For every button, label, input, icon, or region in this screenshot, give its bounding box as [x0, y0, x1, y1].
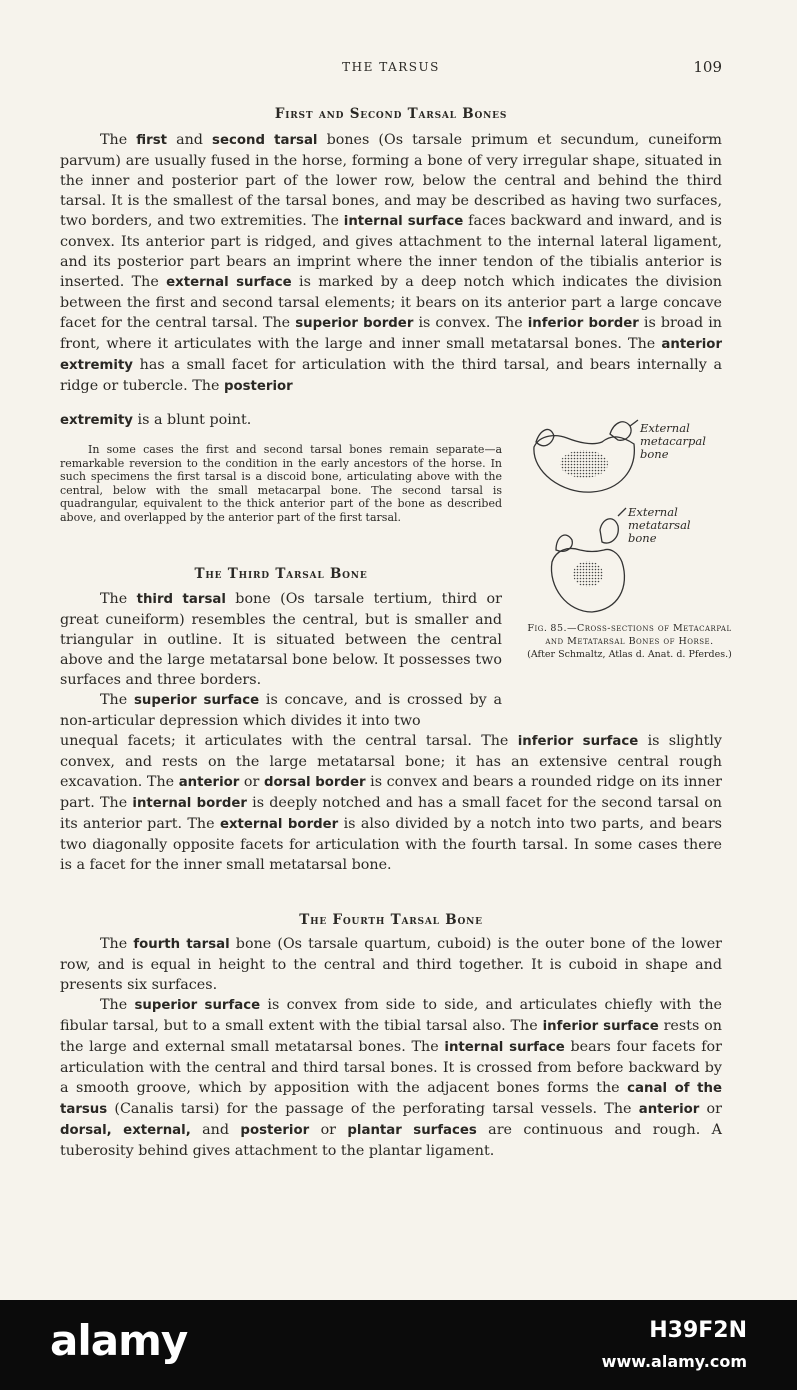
alamy-logo: alamy [50, 1316, 188, 1365]
page-number: 109 [693, 58, 722, 76]
label-external-metacarpal: External metacarpal bone [640, 421, 706, 461]
bold-term: fourth tarsal [133, 937, 230, 952]
section-fourth-tarsal [60, 912, 722, 928]
bold-term: anterior [178, 775, 240, 790]
bold-term: inferior surface [517, 734, 639, 749]
running-title: THE TARSUS [342, 60, 440, 74]
paragraph-text: The superior surface is concave, and is crossed by a non-articular depression which divides it into two [60, 692, 502, 729]
section-heading: First and Second Tarsal Bones [274, 106, 508, 122]
paragraph-text: The superior surface is convex from side to side, and articulates chiefly with the fibular tarsal, but to a small extent with the tibial tarsal also. The inferior surface rests on the large and external small metatarsal bones. The internal surface bears four facets for articulation with the central and third tarsal bones. It is crossed from before backward by a smooth groove, which by apposition with the adjacent bones forms the canal of the tarsus (Canalis tarsi) for the passage of the perforating tarsal vessels. The anterior or dorsal, external, and posterior or plantar surfaces are continuous and rough. A tuberosity behind gives attachment to the plantar ligament. [60, 997, 723, 1159]
bold-term: posterior [223, 379, 293, 394]
bold-term: superior surface [133, 693, 260, 708]
image-id: H39F2N [649, 1318, 747, 1343]
paragraph-text: The fourth tarsal bone (Os tarsale quartum, cuboid) is the outer bone of the lower row, and is equal in height to the central and third together. It is cuboid in shape and presents six surfaces. [60, 936, 723, 993]
site-url: www.alamy.com [601, 1352, 747, 1371]
paragraph-text: extremity is a blunt point. [60, 412, 252, 428]
bold-term: internal border [132, 796, 247, 811]
bold-term: dorsal border [263, 775, 366, 790]
bold-term: external surface [166, 275, 292, 290]
bold-term: dorsal, external, [60, 1123, 191, 1138]
bold-term: internal surface [444, 1040, 565, 1055]
paragraph-text: The first and second tarsal bones (Os tarsale primum et secundum, cuneiform parvum) are usually fused in the horse, forming a bone of very irregular shape, situated in the inner and posterior part of the lower row, below the central and behind the third tarsal. It is the smallest of the tarsal bones, and may be described as having two surfaces, two borders, and two extremities. The internal surface faces backward and inward, and is convex. Its anterior part is ridged, and gives attachment to the internal lateral ligament, and its posterior part bears an imprint where the inner tendon of the tibialis anterior is inserted. The external surface is marked by a deep notch which indicates the division between the first and second tarsal elements; it bears on its anterior part a large concave facet for the central tarsal. The superior border is convex. The inferior border is broad in front, where it articulates with the large and inner small metatarsal bones. The anterior extremity has a small facet for articulation with the third tarsal, and bears internally a ridge or tubercle. The posterior [60, 132, 723, 394]
bold-term: external border [219, 817, 339, 832]
bold-term: inferior border [527, 316, 639, 331]
bold-term: first [136, 133, 167, 148]
bold-term: posterior [240, 1123, 310, 1138]
bold-term: extremity [60, 413, 133, 428]
bold-term: internal surface [343, 214, 464, 229]
section-third-tarsal [60, 566, 502, 582]
footnote-block [60, 443, 502, 524]
bold-term: anterior extremity [60, 337, 722, 373]
paragraph-text: unequal facets; it articulates with the central tarsal. The inferior surface is slightly convex, and rests on the large metatarsal bone; it has an extensive central rough excavation. The anterior or dorsal border is convex and bears a rounded ridge on its inner part. The internal border is deeply notched and has a small facet for the second tarsal on its anterior part. The external border is also divided by a notch into two parts, and bears two diagonally opposite facets for articulation with the fourth tarsal. In some cases there is a facet for the inner small metatarsal bone. [60, 733, 723, 873]
bold-term: inferior surface [542, 1019, 659, 1034]
section-paragraph [60, 589, 502, 731]
section-paragraph [60, 130, 722, 397]
footnote-text: In some cases the first and second tarsal bones remain separate—a remarkable reversion to the condition in the early ancestors of the horse. In such specimens the first tarsal is a discoid bone, articulating above with the central, below with the small metacarpal bone. The second tarsal is quadrangular, equivalent to the thick anterior part of the bone as described above, and overlapped by the anterior part of the first tarsal. [60, 443, 502, 524]
paragraph-text: The third tarsal bone (Os tarsale tertium, third or great cuneiform) resembles the central, but is smaller and triangular in outline. It is situated between the central above and the large metatarsal bone below. It possesses two surfaces and three borders. [60, 591, 502, 688]
section-heading: The Fourth Tarsal Bone [299, 912, 483, 928]
label-external-metatarsal: External metatarsal bone [628, 505, 691, 545]
metatarsal-section [551, 508, 626, 612]
section-paragraph-continued [60, 731, 722, 875]
bold-term: second tarsal [212, 133, 318, 148]
bold-term: superior surface [134, 998, 261, 1013]
bold-term: anterior [638, 1102, 700, 1117]
section-first-second-tarsal [60, 106, 722, 122]
section-heading: The Third Tarsal Bone [194, 566, 368, 582]
watermark-banner [0, 1300, 797, 1390]
bold-term: superior border [295, 316, 414, 331]
section-paragraph-end [60, 410, 502, 431]
bold-term: canal of the tarsus [60, 1081, 722, 1117]
metacarpal-section [534, 420, 638, 492]
bold-term: third tarsal [136, 592, 226, 607]
bold-term: plantar surfaces [347, 1123, 477, 1138]
figure-85 [522, 412, 737, 707]
running-header [60, 60, 722, 80]
figure-caption: Fig. 85.—Cross-sections of Metacarpal and Metatarsal Bones of Horse. (After Schmaltz, Atlas d. Anat. d. Pferdes.) [527, 623, 732, 660]
section-paragraph [60, 934, 722, 1161]
